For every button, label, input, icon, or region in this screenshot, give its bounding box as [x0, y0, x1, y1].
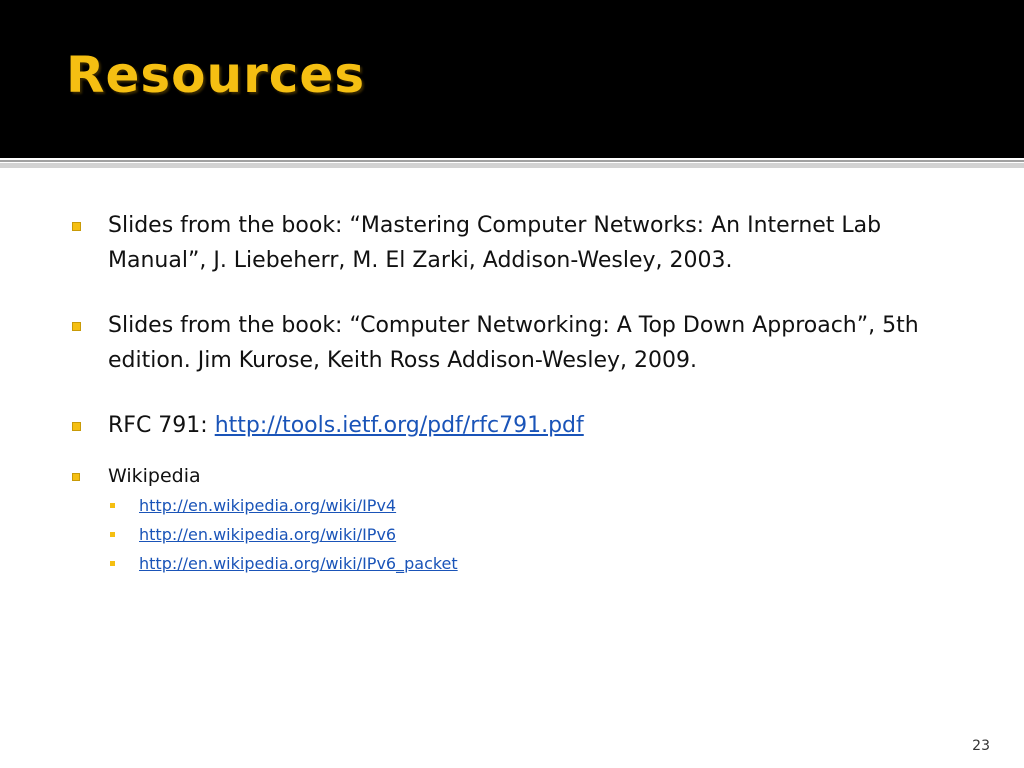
bullet-wikipedia	[70, 461, 970, 491]
rfc791-link[interactable]: http://tools.ietf.org/pdf/rfc791.pdf	[214, 413, 584, 438]
bullet-text: Wikipedia	[108, 465, 201, 487]
title-bar	[0, 0, 1024, 158]
ipv4-link[interactable]: http://en.wikipedia.org/wiki/IPv4	[139, 496, 397, 515]
page-number: 23	[972, 738, 990, 754]
bullet-rfc791	[70, 408, 970, 443]
bullet-text: Slides from the book: “Mastering Computer Networks: An Internet Lab Manual”, J. Liebeherr, M. El Zarki, Addison-Wesley, 2003.	[108, 213, 882, 273]
ipv6-link[interactable]: http://en.wikipedia.org/wiki/IPv6	[139, 525, 397, 544]
bullet-prefix: RFC 791:	[108, 413, 215, 438]
slide-body	[70, 208, 970, 578]
sub-bullet-ipv6-packet	[70, 549, 970, 578]
bullet-text: Slides from the book: “Computer Networking: A Top Down Approach”, 5th edition. Jim Kurose, Keith Ross Addison-Wesley, 2009.	[108, 313, 919, 373]
bullet-computer-networking	[70, 308, 970, 378]
sub-bullet-square-icon	[110, 503, 115, 508]
sub-bullet-ipv6	[70, 520, 970, 549]
bullet-square-icon	[72, 422, 81, 431]
slide-title: Resources	[66, 46, 366, 104]
bullet-mastering-networks	[70, 208, 970, 278]
bullet-square-icon	[72, 222, 81, 231]
header-divider-thin	[0, 160, 1024, 162]
bullet-square-icon	[72, 322, 81, 331]
ipv6-packet-link[interactable]: http://en.wikipedia.org/wiki/IPv6_packet	[139, 554, 458, 573]
bullet-square-icon	[72, 473, 80, 481]
header-divider-thick	[0, 163, 1024, 168]
sub-bullet-square-icon	[110, 561, 115, 566]
sub-bullet-ipv4	[70, 491, 970, 520]
sub-bullet-square-icon	[110, 532, 115, 537]
